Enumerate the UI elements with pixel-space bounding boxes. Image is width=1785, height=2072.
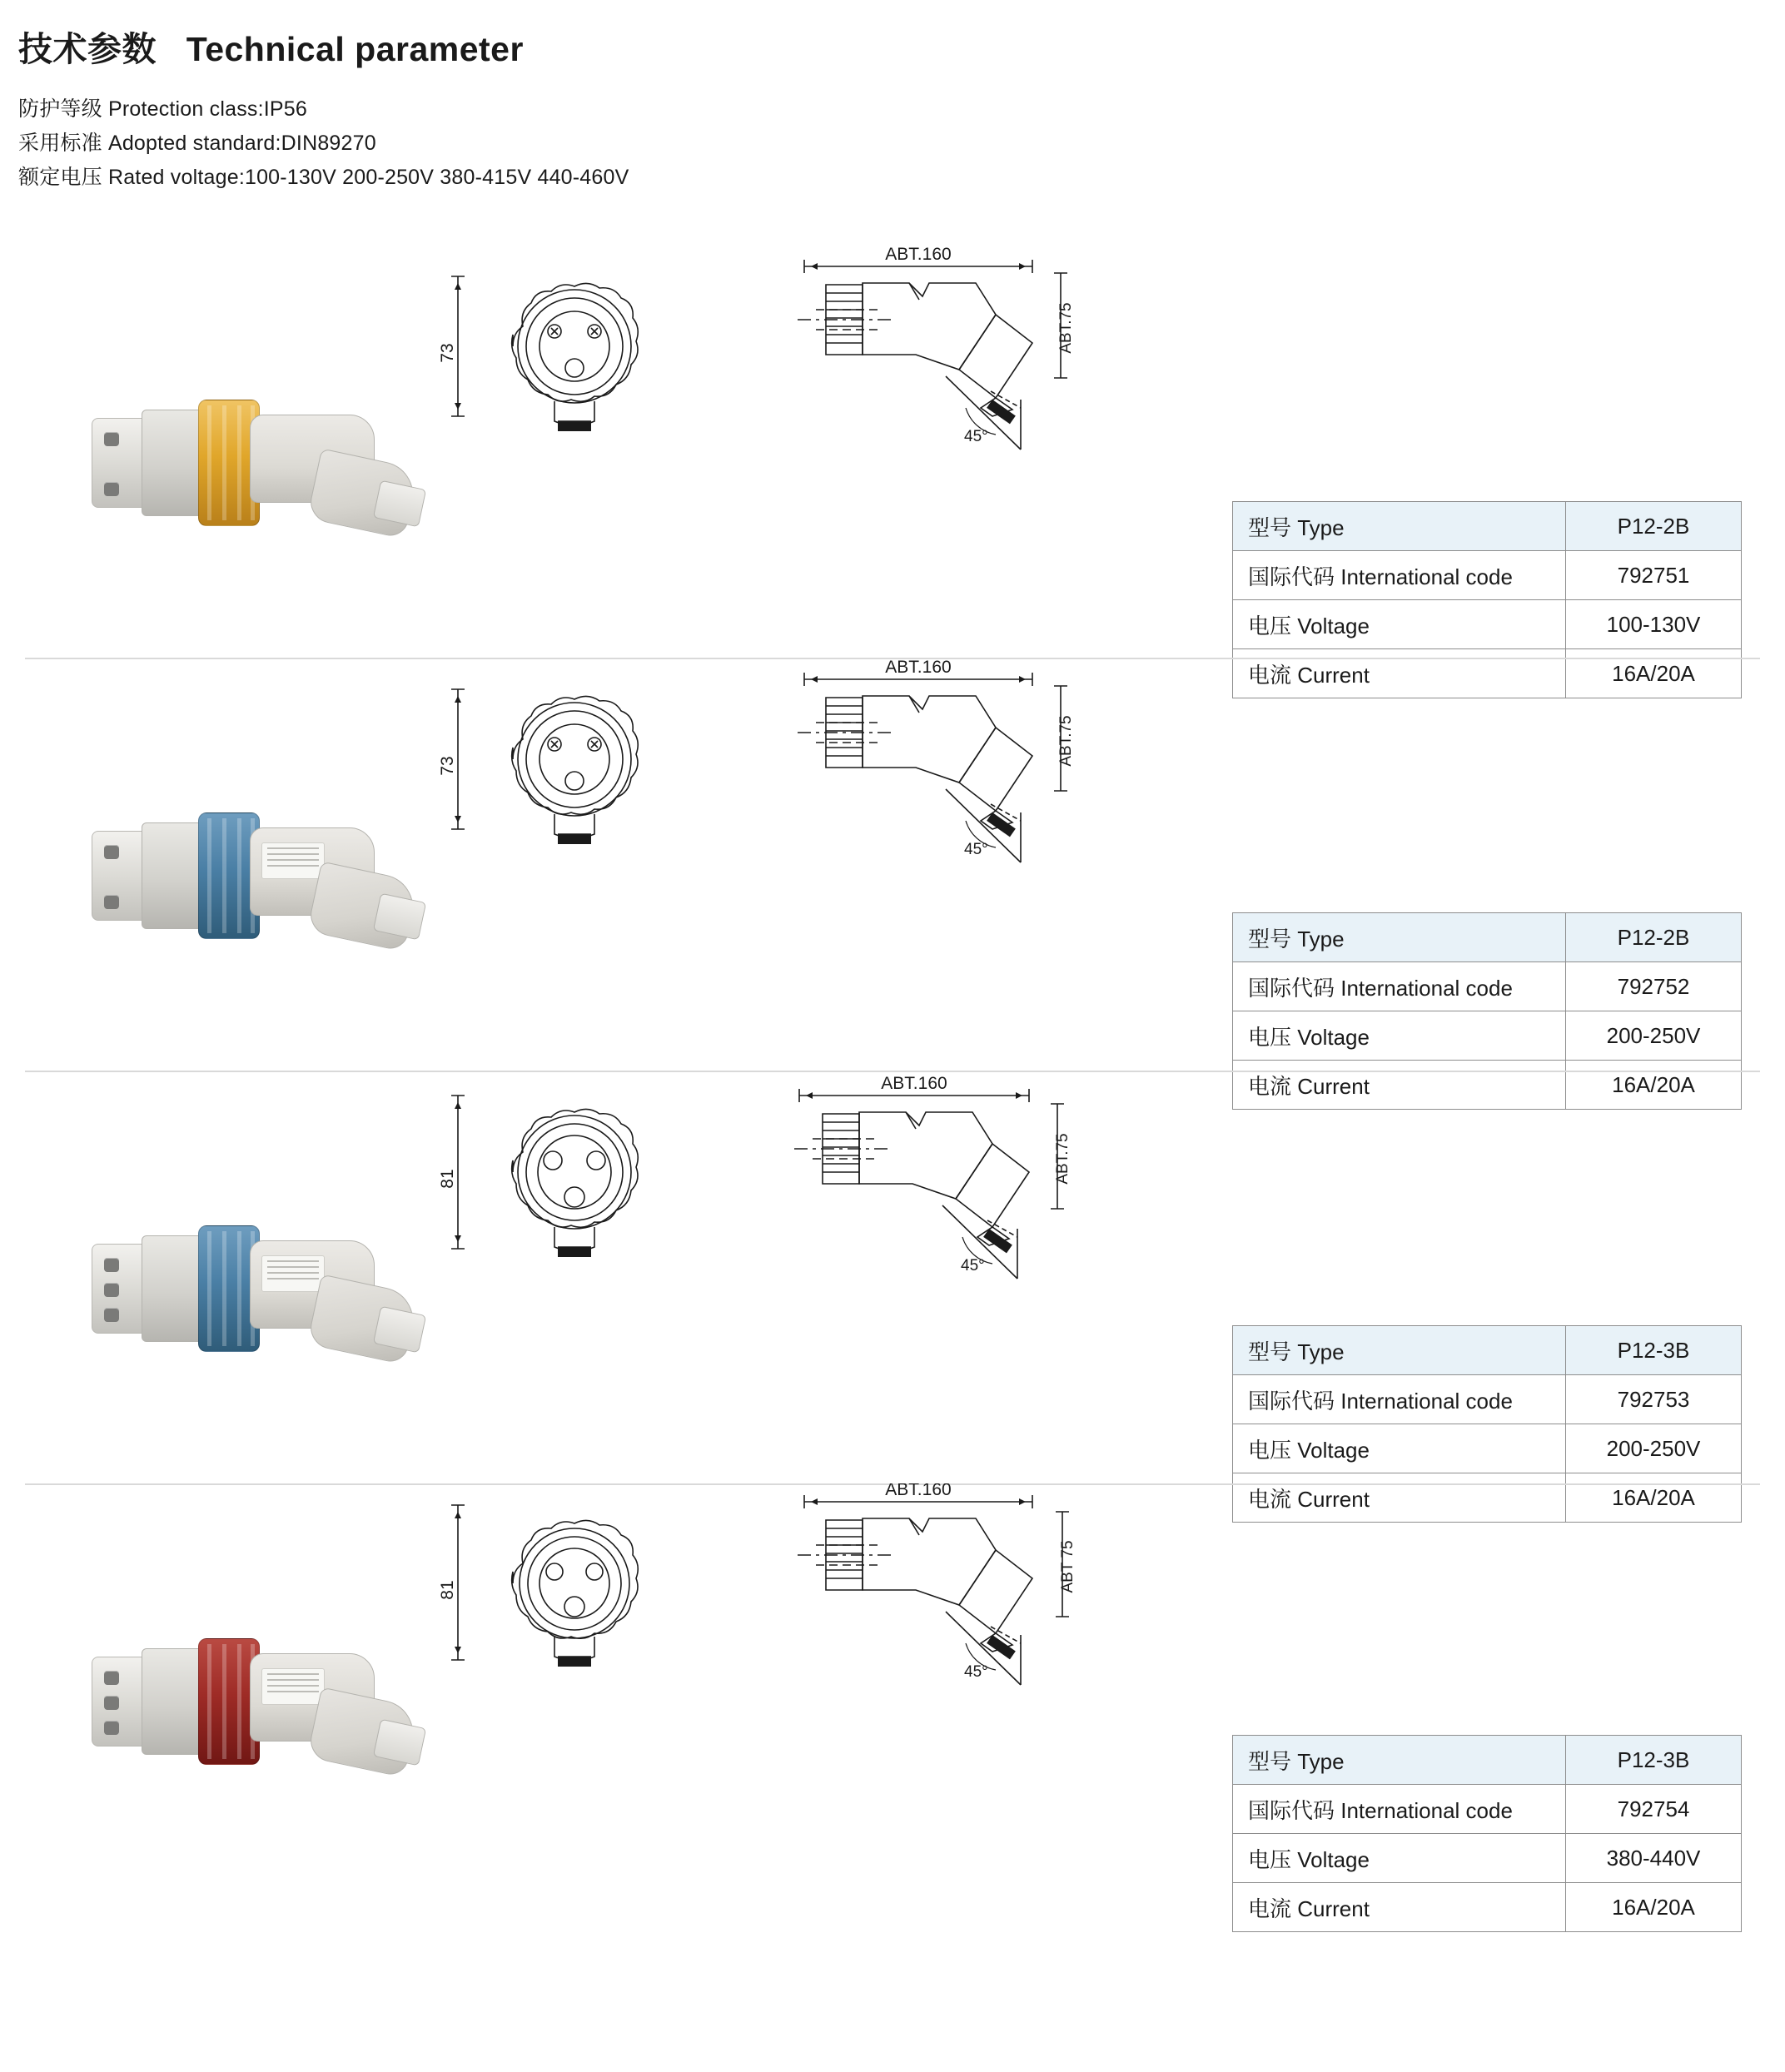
side-view-cell — [783, 658, 1182, 1071]
plug-collar-rib — [237, 405, 241, 520]
front-view-cell — [433, 658, 783, 1071]
side-view-height-dim: ABT 75 — [1059, 1540, 1076, 1593]
plug-barrel — [142, 1235, 206, 1342]
table-row — [1233, 1785, 1742, 1834]
product-row — [0, 1483, 1785, 1921]
side-view-height-dim: ABT.75 — [1057, 302, 1075, 354]
plug-rating-label — [261, 842, 325, 879]
table-row — [1233, 551, 1742, 600]
plug-pin — [104, 1308, 119, 1322]
side-view-drawing — [783, 658, 1182, 1071]
plug-pin — [104, 482, 119, 496]
plug-pin — [104, 895, 119, 909]
front-view-cell — [433, 1071, 783, 1483]
plug-photo — [83, 378, 416, 544]
plug-collar-rib — [237, 1644, 241, 1759]
plug-photo — [83, 791, 416, 957]
table-row — [1233, 1883, 1742, 1932]
plug-pin — [104, 1283, 119, 1297]
label-voltage: 电压 Voltage — [1233, 1011, 1566, 1061]
side-view-cell — [783, 245, 1182, 658]
page-title-en: Technical parameter — [186, 30, 524, 68]
value-international-code: 792752 — [1566, 962, 1742, 1011]
plug-collar-rib — [222, 818, 226, 933]
plug-collar-rib — [237, 818, 241, 933]
plug-pin — [104, 432, 119, 446]
product-photo-cell — [0, 658, 433, 1071]
label-type: 型号 Type — [1233, 1736, 1566, 1785]
table-row — [1233, 1011, 1742, 1061]
value-type: P12-3B — [1566, 1736, 1742, 1785]
label-international-code: 国际代码 International code — [1233, 551, 1566, 600]
spec-protection-class: 防护等级 Protection class:IP56 — [18, 97, 307, 121]
table-row — [1233, 962, 1742, 1011]
plug-rating-label — [261, 1668, 325, 1705]
side-view-length-dim: ABT.160 — [885, 1483, 952, 1499]
table-row — [1233, 502, 1742, 551]
table-row — [1233, 1375, 1742, 1424]
value-voltage: 380-440V — [1566, 1834, 1742, 1883]
label-international-code: 国际代码 International code — [1233, 1375, 1566, 1424]
table-row — [1233, 600, 1742, 649]
product-row — [0, 245, 1785, 688]
plug-collar-rib — [207, 1231, 211, 1346]
value-voltage: 200-250V — [1566, 1011, 1742, 1061]
page-title — [18, 22, 1785, 71]
front-view-drawing — [433, 245, 783, 658]
spec-adopted-standard: 采用标准 Adopted standard:DIN89270 — [18, 132, 376, 155]
plug-barrel — [142, 410, 206, 516]
front-view-height-dim: 81 — [438, 1580, 457, 1600]
value-voltage: 200-250V — [1566, 1424, 1742, 1473]
side-view-length-dim: ABT.160 — [885, 245, 952, 264]
label-type: 型号 Type — [1233, 1326, 1566, 1375]
plug-pin — [104, 1721, 119, 1735]
plug-photo — [83, 1617, 416, 1783]
front-view-drawing — [433, 1483, 783, 1896]
front-view-height-dim: 81 — [438, 1169, 457, 1189]
label-international-code: 国际代码 International code — [1233, 1785, 1566, 1834]
product-photo-cell — [0, 245, 433, 658]
side-view-angle-dim: 45° — [961, 1257, 985, 1275]
table-row — [1233, 1834, 1742, 1883]
side-view-drawing — [783, 1071, 1182, 1483]
side-view-cell — [783, 1483, 1182, 1896]
label-current: 电流 Current — [1233, 1883, 1566, 1932]
front-view-height-dim: 73 — [438, 343, 457, 363]
side-view-length-dim: ABT.160 — [885, 658, 952, 677]
front-view-drawing — [433, 658, 783, 1071]
plug-collar-rib — [207, 1644, 211, 1759]
plug-barrel — [142, 822, 206, 929]
label-current: 电流 Current — [1233, 1473, 1566, 1523]
side-view-height-dim: ABT.75 — [1057, 715, 1075, 767]
value-current: 16A/20A — [1566, 1061, 1742, 1110]
table-row — [1233, 1736, 1742, 1785]
page-header — [0, 0, 1785, 195]
plug-collar-rib — [207, 405, 211, 520]
side-view-angle-dim: 45° — [964, 428, 988, 445]
plug-pin — [104, 1671, 119, 1685]
front-view-cell — [433, 1483, 783, 1896]
side-view-height-dim: ABT.75 — [1054, 1133, 1071, 1185]
table-row — [1233, 913, 1742, 962]
value-international-code: 792754 — [1566, 1785, 1742, 1834]
value-current: 16A/20A — [1566, 1473, 1742, 1523]
value-type: P12-2B — [1566, 913, 1742, 962]
label-current: 电流 Current — [1233, 1061, 1566, 1110]
label-voltage: 电压 Voltage — [1233, 1834, 1566, 1883]
plug-collar-rib — [207, 818, 211, 933]
front-view-height-dim: 73 — [438, 756, 457, 776]
side-view-angle-dim: 45° — [964, 841, 988, 858]
label-voltage: 电压 Voltage — [1233, 600, 1566, 649]
value-international-code: 792753 — [1566, 1375, 1742, 1424]
front-view-drawing — [433, 1071, 783, 1483]
product-photo-cell — [0, 1483, 433, 1896]
label-current: 电流 Current — [1233, 649, 1566, 698]
product-photo-cell — [0, 1071, 433, 1483]
page-title-cn: 技术参数 — [18, 30, 157, 68]
value-voltage: 100-130V — [1566, 600, 1742, 649]
plug-collar-rib — [222, 1644, 226, 1759]
value-type: P12-2B — [1566, 502, 1742, 551]
plug-pin — [104, 1696, 119, 1710]
product-rows — [0, 245, 1785, 1921]
plug-barrel — [142, 1648, 206, 1755]
table-row — [1233, 1326, 1742, 1375]
plug-pin — [104, 1258, 119, 1272]
value-international-code: 792751 — [1566, 551, 1742, 600]
side-view-angle-dim: 45° — [964, 1663, 988, 1681]
label-type: 型号 Type — [1233, 913, 1566, 962]
plug-collar-rib — [237, 1231, 241, 1346]
label-type: 型号 Type — [1233, 502, 1566, 551]
value-current: 16A/20A — [1566, 649, 1742, 698]
side-view-cell — [783, 1071, 1182, 1483]
value-type: P12-3B — [1566, 1326, 1742, 1375]
front-view-cell — [433, 245, 783, 658]
side-view-length-dim: ABT.160 — [881, 1074, 947, 1093]
label-voltage: 电压 Voltage — [1233, 1424, 1566, 1473]
side-view-drawing — [783, 1483, 1182, 1896]
plug-pin — [104, 845, 119, 859]
plug-rating-label — [261, 1255, 325, 1292]
table-row — [1233, 1424, 1742, 1473]
spec-table — [1232, 1735, 1742, 1932]
plug-photo — [83, 1204, 416, 1370]
plug-collar-rib — [222, 405, 226, 520]
label-international-code: 国际代码 International code — [1233, 962, 1566, 1011]
plug-collar-rib — [222, 1231, 226, 1346]
side-view-drawing — [783, 245, 1182, 658]
product-row — [0, 658, 1785, 1099]
product-row — [0, 1071, 1785, 1512]
spec-rated-voltage: 额定电压 Rated voltage:100-130V 200-250V 380-415V 440-460V — [18, 166, 629, 189]
value-current: 16A/20A — [1566, 1883, 1742, 1932]
